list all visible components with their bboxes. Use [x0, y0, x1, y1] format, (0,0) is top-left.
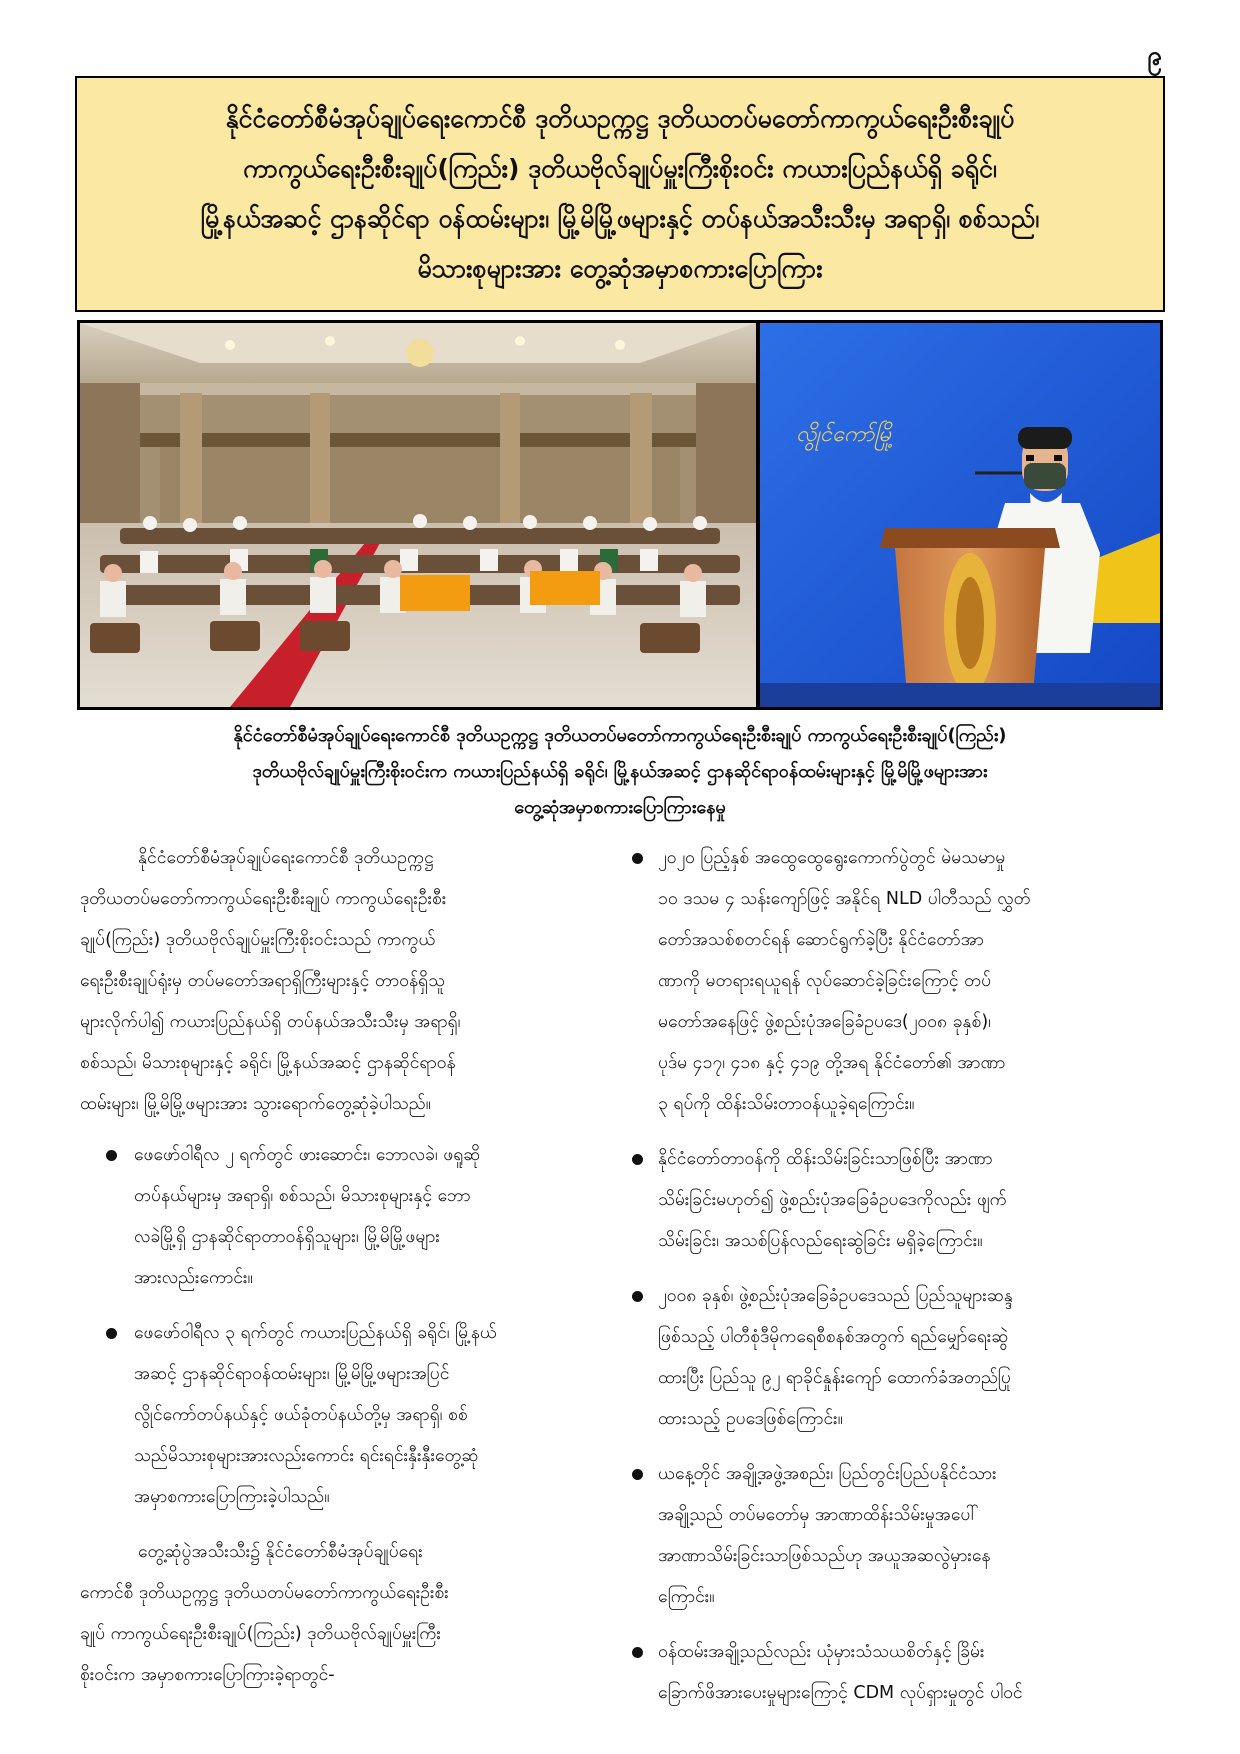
- bullet-item: [632, 1276, 1160, 1440]
- bullet-icon: [106, 1328, 117, 1339]
- bullet-icon: [632, 1154, 643, 1165]
- caption-line: တွေ့ဆုံအမှာစကားပြောကြားနေမှု: [514, 797, 726, 818]
- headline-line: မြို့နယ်အဆင့် ဌာနဆိုင်ရာ ဝန်ထမ်းများ၊ မြို့မိမြို့ဖများနှင့် တပ်နယ်အသီးသီးမှ အရာရှိ၊ စစ်သည်၊: [200, 204, 1040, 233]
- paragraph-line: စိုးဝင်းက အမှာစကားပြောကြားခဲ့ရာတွင်-: [80, 1665, 335, 1685]
- bullet-line: အားလည်းကောင်း။: [134, 1268, 253, 1288]
- bullet-line: ပုဒ်မ ၄၁၇၊ ၄၁၈ နှင့် ၄၁၉ တို့အရ နိုင်ငံတော်၏ အာဏာ: [658, 1053, 1006, 1073]
- headline-line: မိသားစုများအား တွေ့ဆုံအမှာစကားပြောကြား: [417, 254, 823, 283]
- podium-banner-text-span: လွိုင်ကော်မြို့: [796, 422, 895, 447]
- paragraph-line: ချုပ် ကာကွယ်ရေးဦးစီးချုပ်(ကြည်း) ဒုတိယဗိုလ်ချုပ်မှူးကြီး: [80, 1624, 441, 1644]
- caption-line: နိုင်ငံတော်စီမံအုပ်ချုပ်ရေးကောင်စီ ဒုတိယဥက္ကဋ္ဌ ဒုတိယတပ်မတော်ကာကွယ်ရေးဦးစီးချုပ် ကာကွယ်ရေးဦးစီးချုပ်(ကြည်း): [233, 725, 1007, 746]
- closing-paragraph: [80, 1532, 612, 1696]
- headline-line: နိုင်ငံတော်စီမံအုပ်ချုပ်ရေးကောင်စီ ဒုတိယဥက္ကဋ္ဌ ဒုတိယတပ်မတော်ကာကွယ်ရေးဦးစီးချုပ်: [225, 104, 1015, 133]
- right-column: [632, 838, 1160, 1728]
- photo-caption: [90, 718, 1150, 826]
- bullet-line: ဝန်ထမ်းအချို့သည်လည်း ယုံမှားသံသယစိတ်နှင့် ခြိမ်း: [658, 1642, 985, 1662]
- paragraph-line: ဒုတိယတပ်မတော်ကာကွယ်ရေးဦးစီးချုပ် ကာကွယ်ရေးဦးစီး: [80, 889, 447, 909]
- meeting-hall-photo: [80, 323, 756, 707]
- bullet-line: လခဲမြို့ရှိ ဌာနဆိုင်ရာတာဝန်ရှိသူများ၊ မြို့မိမြို့ဖများ: [134, 1227, 440, 1247]
- bullet-item: [94, 1135, 612, 1299]
- bullet-line: အာဏာသိမ်းခြင်းသာဖြစ်သည်ဟု အယူအဆလွဲမှားနေ: [658, 1546, 991, 1566]
- headline-box: [75, 76, 1165, 312]
- bullet-line: ၂၀၀၈ ခုနှစ်၊ ဖွဲ့စည်းပုံအခြေခံဥပဒေသည် ပြည်သူများဆန္ဒ: [658, 1286, 1013, 1306]
- paragraph-line: နိုင်ငံတော်စီမံအုပ်ချုပ်ရေးကောင်စီ ဒုတိယဥက္ကဋ္ဌ: [138, 848, 434, 868]
- paragraph-line: ရေးဦးစီးချုပ်ရုံးမှ တပ်မတော်အရာရှိကြီးများနှင့် တာဝန်ရှိသူ: [80, 971, 446, 991]
- bullet-line: ဖေဖော်ဝါရီလ ၂ ရက်တွင် ဖားဆောင်း၊ ဘောလခဲ၊ ဖရူဆို: [134, 1145, 481, 1165]
- speaker-podium-photo: [760, 323, 1160, 707]
- bullet-line: နိုင်ငံတော်တာဝန်ကို ထိန်းသိမ်းခြင်းသာဖြစ်ပြီး အာဏာ: [658, 1149, 993, 1169]
- bullet-line: သိမ်းခြင်းမဟုတ်၍ ဖွဲ့စည်းပုံအခြေခံဥပဒေကိုလည်း ဖျက်: [658, 1190, 1007, 1210]
- caption-line: ဒုတိယဗိုလ်ချုပ်မှူးကြီးစိုးဝင်းက ကယားပြည်နယ်ရှိ ခရိုင်၊ မြို့နယ်အဆင့် ဌာနဆိုင်ရာဝန်ထမ်းများနှင့် မြို့မိမြို့ဖများအား: [252, 761, 988, 782]
- bullet-line: တပ်နယ်များမှ အရာရှိ၊ စစ်သည်၊ မိသားစုများနှင့် ဘော: [134, 1186, 471, 1206]
- bullet-line: လွိုင်ကော်တပ်နယ်နှင့် ဖယ်ခုံတပ်နယ်တို့မှ အရာရှိ၊ စစ်: [134, 1405, 468, 1425]
- bullet-icon: [632, 1469, 643, 1480]
- bullet-line: ၁၀ ဒသမ ၄ သန်းကျော်ဖြင့် အနိုင်ရ NLD ပါတီသည် လွှတ်: [658, 889, 1031, 909]
- bullet-line: ဖြစ်သည့် ပါတီစုံဒီမိုကရေစီစနစ်အတွက် ရည်မျှော်ရေးဆွဲ: [658, 1327, 1009, 1347]
- bullet-line: ယနေ့တိုင် အချို့အဖွဲ့အစည်း၊ ပြည်တွင်းပြည်ပနိုင်ငံသား: [658, 1464, 997, 1484]
- headline-line: ကာကွယ်ရေးဦးစီးချုပ်(ကြည်း) ဒုတိယဗိုလ်ချုပ်မှူးကြီးစိုးဝင်း ကယားပြည်နယ်ရှိ ခရိုင်၊: [243, 154, 997, 183]
- left-column: [80, 838, 612, 1696]
- bullet-item: [632, 1632, 1160, 1714]
- bullet-line: ၃ ရပ်ကို ထိန်းသိမ်းတာဝန်ယူခဲ့ရကြောင်း။: [658, 1094, 915, 1114]
- speaker-illustration: [760, 323, 1160, 707]
- bullet-item: [94, 1313, 612, 1518]
- page-number: ၉: [1147, 41, 1162, 71]
- paragraph-line: တွေ့ဆုံပွဲအသီးသီး၌ နိုင်ငံတော်စီမံအုပ်ချုပ်ရေး: [138, 1542, 423, 1562]
- bullet-icon: [106, 1150, 117, 1161]
- bullet-line: ဏာကို မတရားရယူရန် လုပ်ဆောင်ခဲ့ခြင်းကြောင့် တပ်: [658, 971, 992, 991]
- podium-banner-text: [796, 420, 894, 451]
- photo-frame: [77, 320, 1163, 710]
- paragraph-line: ချုပ်(ကြည်း) ဒုတိယဗိုလ်ချုပ်မှူးကြီးစိုးဝင်းသည် ကာကွယ်: [80, 930, 436, 950]
- bullet-line: အမှာစကားပြောကြားခဲ့ပါသည်။: [134, 1487, 330, 1507]
- bullet-icon: [632, 1291, 643, 1302]
- bullet-line: ကြောင်း။: [658, 1587, 715, 1607]
- bullet-line: ထားပြီး ပြည်သူ ၉၂ ရာခိုင်နှုန်းကျော် ထောက်ခံအတည်ပြု: [658, 1368, 1011, 1388]
- intro-paragraph: [80, 838, 612, 1125]
- bullet-line: ခြောက်ဖိအားပေးမှုများကြောင့် CDM လုပ်ရှားမှုတွင် ပါဝင်: [658, 1683, 1023, 1703]
- bullet-line: ထားသည့် ဥပဒေဖြစ်ကြောင်း။: [658, 1409, 843, 1429]
- meeting-hall-illustration: [80, 323, 756, 707]
- bullet-item: [632, 1454, 1160, 1618]
- bullet-line: တော်အသစ်စတင်ရန် ဆောင်ရွက်ခဲ့ပြီး နိုင်ငံတော်အာ: [658, 930, 984, 950]
- paragraph-line: ထမ်းများ၊ မြို့မိမြို့ဖများအား သွားရောက်တွေ့ဆုံခဲ့ပါသည်။: [80, 1094, 431, 1114]
- bullet-line: ၂၀၂၀ ပြည့်နှစ် အထွေထွေရွေးကောက်ပွဲတွင် မဲမသမာမှု: [658, 848, 1006, 868]
- bullet-item: [632, 1139, 1160, 1262]
- bullet-line: ဖေဖော်ဝါရီလ ၃ ရက်တွင် ကယားပြည်နယ်ရှိ ခရိုင်၊ မြို့နယ်: [134, 1323, 497, 1343]
- bullet-line: သည်မိသားစုများအားလည်းကောင်း ရင်းရင်းနှီးနှီးတွေ့ဆုံ: [134, 1446, 479, 1466]
- bullet-item: [632, 838, 1160, 1125]
- bullet-line: သိမ်းခြင်း၊ အသစ်ပြန်လည်ရေးဆွဲခြင်း မရှိခဲ့ကြောင်း။: [658, 1231, 983, 1251]
- bullet-line: မတော်အနေဖြင့် ဖွဲ့စည်းပုံအခြေခံဥပဒေ(၂၀၀၈ ခုနှစ်)၊: [658, 1012, 991, 1032]
- paragraph-line: များလိုက်ပါ၍ ကယားပြည်နယ်ရှိ တပ်နယ်အသီးသီးမှ အရာရှိ၊: [80, 1012, 461, 1032]
- paragraph-line: ကောင်စီ ဒုတိယဥက္ကဋ္ဌ ဒုတိယတပ်မတော်ကာကွယ်ရေးဦးစီး: [80, 1583, 449, 1603]
- bullet-line: အဆင့် ဌာနဆိုင်ရာဝန်ထမ်းများ၊ မြို့မိမြို့ဖများအပြင်: [134, 1364, 450, 1384]
- bullet-icon: [632, 1647, 643, 1658]
- paragraph-line: စစ်သည်၊ မိသားစုများနှင့် ခရိုင်၊ မြို့နယ်အဆင့် ဌာနဆိုင်ရာဝန်: [80, 1053, 456, 1073]
- bullet-line: အချို့သည် တပ်မတော်မှ အာဏာထိန်းသိမ်းမှုအပေါ်: [658, 1505, 979, 1525]
- bullet-icon: [632, 853, 643, 864]
